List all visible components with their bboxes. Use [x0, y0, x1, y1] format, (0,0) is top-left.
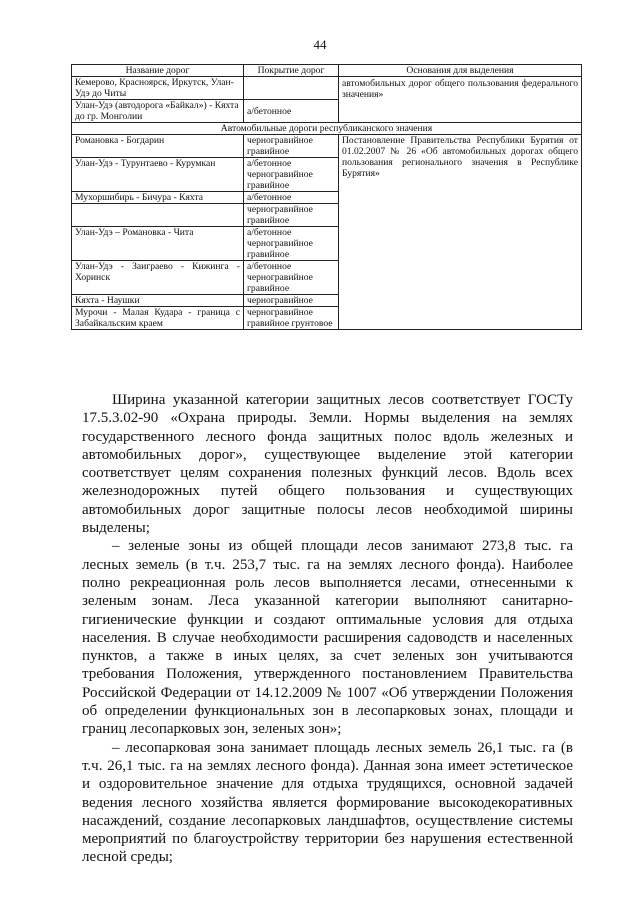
road-name-cell: Мурочи - Малая Кудара - граница с Забайкальским краем	[72, 307, 244, 330]
road-surface-cell: а/бетонное черногравийное гравийное	[244, 158, 339, 192]
road-name-cell: Кемерово, Красноярск, Иркутск, Улан-Удэ до Читы	[72, 77, 244, 100]
road-name-cell: Романовка - Богдарин	[72, 135, 244, 158]
road-surface-cell: черногравийное гравийное грунтовое	[244, 307, 339, 330]
road-surface-cell: а/бетонное черногравийное гравийное	[244, 261, 339, 295]
road-name-cell: Улан-Удэ - Заиграево - Кижинга - Хоринск	[72, 261, 244, 295]
road-surface-cell: черногравийное гравийное	[244, 135, 339, 158]
header-road-name: Название дорог	[72, 65, 244, 77]
road-name-cell: Мухоршибирь - Бичура - Кяхта	[72, 192, 244, 204]
road-name-cell: Кяхта - Наушки	[72, 295, 244, 307]
table-header-row	[72, 65, 582, 77]
road-surface-cell	[244, 77, 339, 100]
road-name-cell: Улан-Удэ (автодорога «Байкал») - Кяхта до гр. Монголии	[72, 100, 244, 123]
paragraph: – лесопарковая зона занимает площадь лесных земель 26,1 тыс. га (в т.ч. 26,1 тыс. га на землях лесного фонда). Данная зона имеет эстетическое и оздоровительное значение для отдыха трудящихся, основной задачей ведения лесного хозяйства является формирование высокодекоративных насаждений, создание лесопарковых ландшафтов, осуществление системы мероприятий по благоустройству территории без нарушения естественной лесной среды;	[82, 739, 573, 866]
road-name-cell: Улан-Удэ - Турунтаево - Курумкан	[72, 158, 244, 192]
page-number: 44	[313, 37, 327, 52]
body-text	[82, 391, 573, 867]
road-name-cell	[72, 204, 244, 227]
road-surface-cell: а/бетонное	[244, 100, 339, 123]
paragraph: Ширина указанной категории защитных лесов соответствует ГОСТу 17.5.3.02-90 «Охрана природы. Земли. Нормы выделения на землях государственного лесного фонда защитных полос вдоль железных и автомобильных дорог», существующее выделение этой категории соответствует целям сохранения полезных функций лесов. Вдоль всех железнодорожных путей общего пользования и существующих автомобильных дорог защитные полосы лесов необходимой ширины выделены;	[82, 392, 573, 537]
roads-table	[71, 64, 582, 330]
road-name-cell: Улан-Удэ – Романовка - Чита	[72, 227, 244, 261]
paragraph: – зеленые зоны из общей площади лесов занимают 273,8 тыс. га лесных земель (в т.ч. 253,7 тыс. га на землях лесного фонда). Наиболее полно рекреационная роль лесов выполняется лесами, отнесенными к зеленым зонам. Леса указанной категории выполняют санитарно-гигиенические функции и создают оптимальные условия для отдыха населения. В случае необходимости расширения садоводств и населенных пунктов, а также в иных целях, за счет зеленых зон учитываются требования Положения, утвержденного постановлением Правительства Российской Федерации от 14.12.2009 № 1007 «Об утверждении Положения об определении функциональных зон в лесопарковых зонах, площади и границ лесопарковых зон, зеленых зон»;	[82, 538, 573, 738]
table-row	[72, 135, 582, 158]
table-row	[72, 77, 582, 100]
federal-basis-cell: автомобильных дорог общего пользования федерального значения»	[339, 77, 582, 123]
road-surface-cell: черногравийное	[244, 295, 339, 307]
road-surface-cell: а/бетонное черногравийное гравийное	[244, 227, 339, 261]
republic-basis-cell: Постановление Правительства Республики Бурятия от 01.02.2007 № 26 «Об автомобильных дорогах общего пользования регионального значения в Республике Бурятия»	[339, 135, 582, 330]
road-surface-cell: черногравийное гравийное	[244, 204, 339, 227]
road-surface-cell: а/бетонное	[244, 192, 339, 204]
header-basis: Основания для выделения	[339, 65, 582, 77]
header-road-surface: Покрытие дорог	[244, 65, 339, 77]
section-row	[72, 123, 582, 135]
section-title: Автомобильные дороги республиканского значения	[72, 123, 582, 135]
